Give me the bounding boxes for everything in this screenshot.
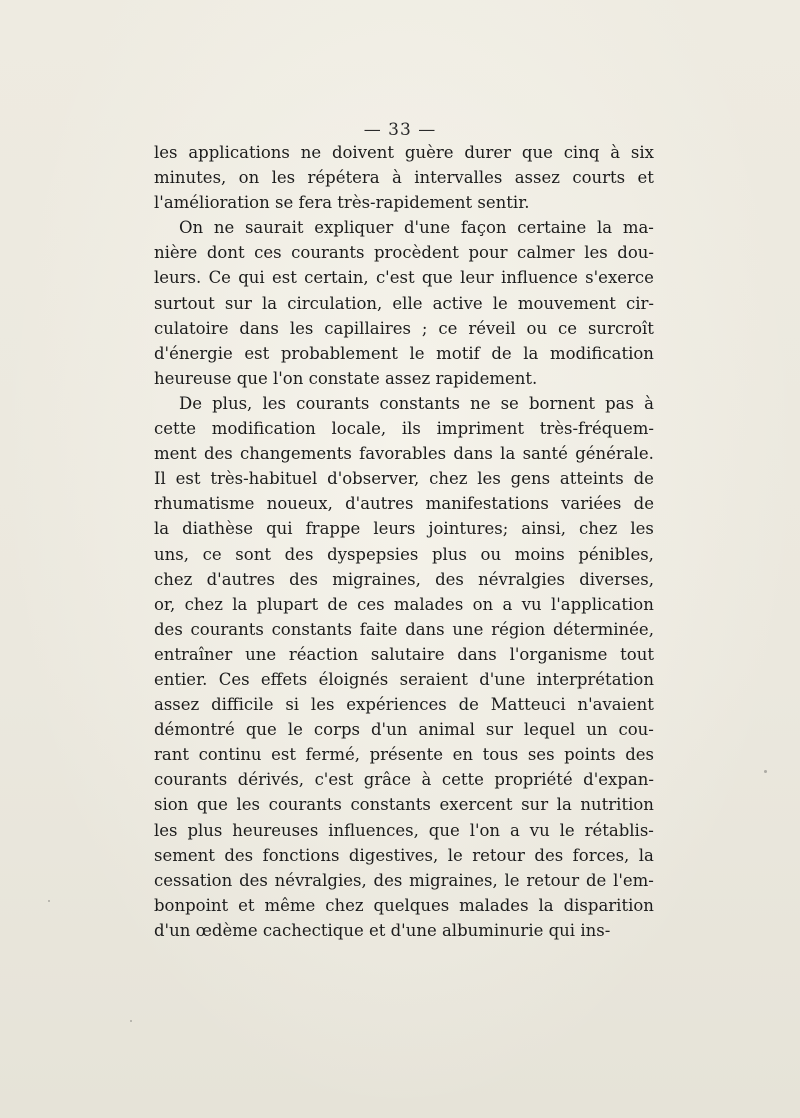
text-line: rhumatisme noueux, d'autres manifestations variées de <box>154 494 654 514</box>
paper-speck <box>764 770 767 773</box>
text-line: d'énergie est probablement le motif de la modification <box>154 343 654 363</box>
text-line: entier. Ces effets éloignés seraient d'une interprétation <box>154 669 654 689</box>
text-line: assez difficile si les expériences de Matteuci n'avaient <box>154 695 654 715</box>
text-line: nière dont ces courants procèdent pour calmer les dou- <box>154 243 654 263</box>
text-line: des courants constants faite dans une région déterminée, <box>154 619 654 639</box>
text-line: or, chez la plupart de ces malades on a vu l'application <box>154 594 654 614</box>
paper-speck <box>48 900 50 902</box>
text-line: minutes, on les répétera à intervalles assez courts et <box>154 168 654 188</box>
text-line: courants dérivés, c'est grâce à cette propriété d'expan- <box>154 770 654 790</box>
text-line: chez d'autres des migraines, des névralgies diverses, <box>154 569 654 589</box>
text-line: leurs. Ce qui est certain, c'est que leur influence s'exerce <box>154 268 654 288</box>
text-line: surtout sur la circulation, elle active le mouvement cir- <box>154 293 654 313</box>
text-line: la diathèse qui frappe leurs jointures; ainsi, chez les <box>154 519 654 539</box>
text-line: les applications ne doivent guère durer que cinq à six <box>154 143 654 162</box>
text-line: démontré que le corps d'un animal sur lequel un cou- <box>154 720 654 740</box>
text-line: bonpoint et même chez quelques malades la disparition <box>154 895 654 915</box>
text-line: sion que les courants constants exercent sur la nutrition <box>154 795 654 815</box>
text-line: uns, ce sont des dyspepsies plus ou moins pénibles, <box>154 544 654 564</box>
text-line: entraîner une réaction salutaire dans l'organisme tout <box>154 644 654 664</box>
text-line: d'un œdème cachectique et d'une albuminurie qui ins- <box>154 920 611 940</box>
page-number: — 33 — <box>363 120 437 140</box>
text-line: culatoire dans les capillaires ; ce réveil ou ce surcroît <box>154 318 654 338</box>
text-line: cessation des névralgies, des migraines, le retour de l'em- <box>154 870 654 890</box>
text-line: heureuse que l'on constate assez rapidement. <box>154 368 538 388</box>
text-line: On ne saurait expliquer d'une façon certaine la ma- <box>179 218 654 238</box>
body-text <box>154 140 654 943</box>
text-line: les plus heureuses influences, que l'on a vu le rétablis- <box>154 820 654 840</box>
text-line: cette modification locale, ils impriment très-fréquem- <box>154 419 654 439</box>
text-line: l'amélioration se fera très-rapidement sentir. <box>154 193 530 213</box>
text-line: rant continu est fermé, présente en tous ses points des <box>154 745 654 765</box>
text-line: sement des fonctions digestives, le retour des forces, la <box>154 845 654 865</box>
text-line: ment des changements favorables dans la santé générale. <box>154 444 654 464</box>
text-line: De plus, les courants constants ne se bornent pas à <box>179 393 654 413</box>
text-line: Il est très-habituel d'observer, chez les gens atteints de <box>154 469 654 489</box>
paper-speck <box>130 1020 132 1022</box>
